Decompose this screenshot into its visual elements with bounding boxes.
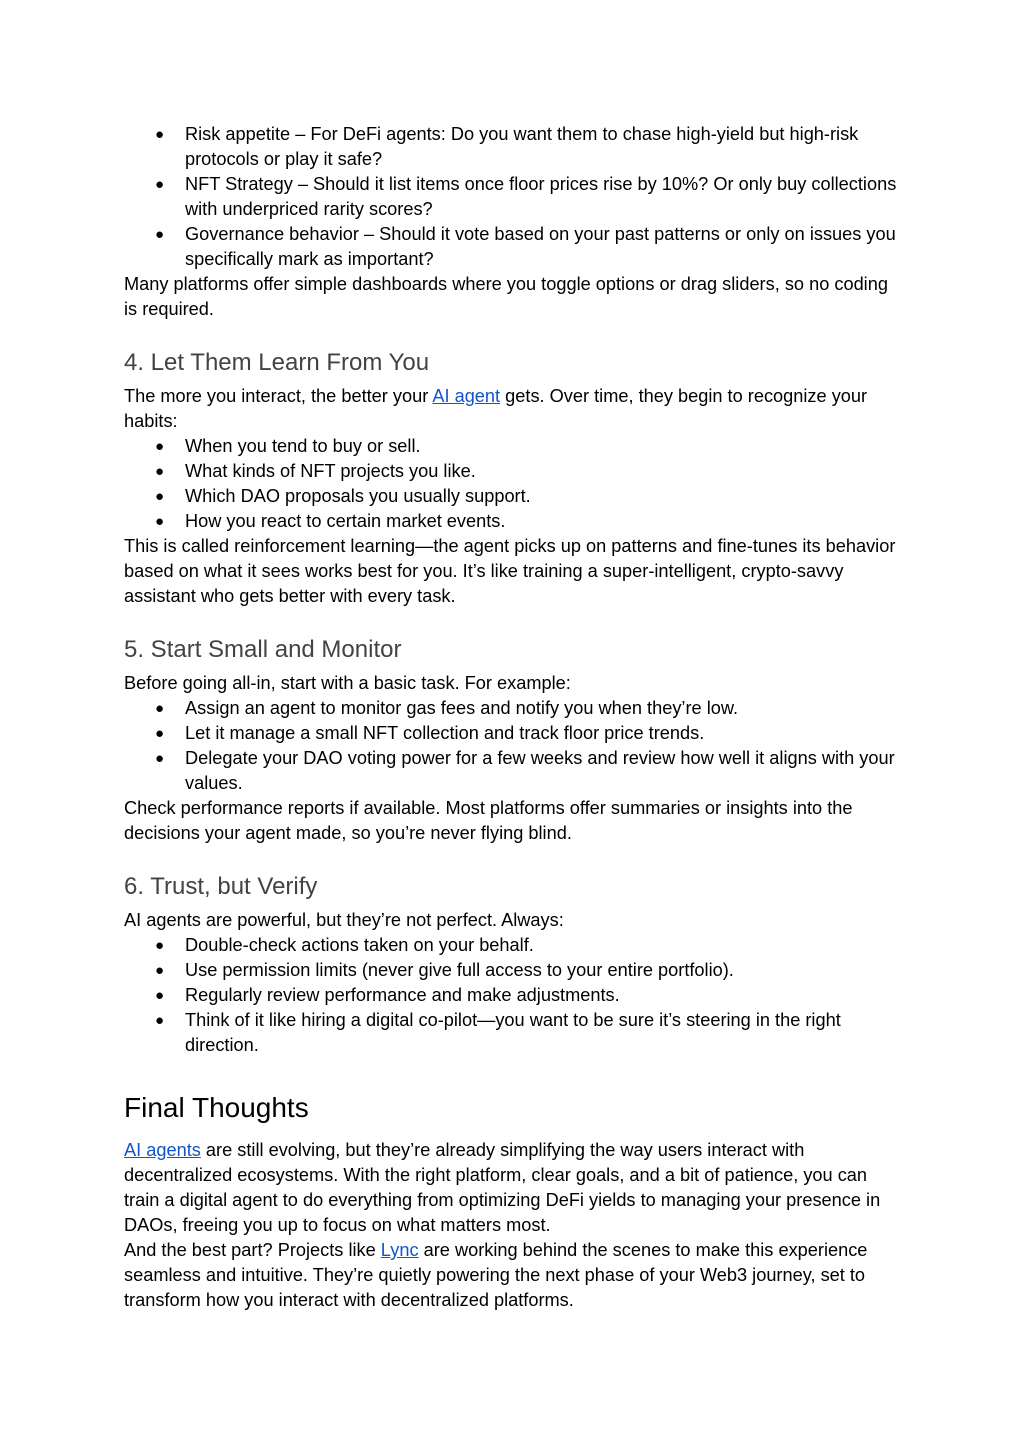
section4-paragraph: [124, 384, 904, 434]
bullet-icon: ●: [155, 725, 165, 742]
section4-text-after: gets. Over time, they begin to recognize your habits:: [124, 386, 868, 431]
intro-bullet-list: [124, 122, 904, 272]
bullet-icon: ●: [155, 1012, 165, 1029]
ai-agent-link[interactable]: AI agent: [432, 386, 501, 406]
list-item-text: Let it manage a small NFT collection and track floor price trends.: [185, 723, 705, 743]
list-item-text: Delegate your DAO voting power for a few weeks and review how well it aligns with your values.: [185, 748, 895, 793]
section5-intro: Before going all-in, start with a basic task. For example:: [124, 673, 571, 693]
document-page: [124, 122, 904, 1313]
bullet-icon: ●: [155, 987, 165, 1004]
bullet-icon: ●: [155, 438, 165, 455]
bullet-icon: ●: [155, 463, 165, 480]
bullet-icon: ●: [155, 937, 165, 954]
bullet-icon: ●: [155, 488, 165, 505]
bullet-icon: ●: [155, 176, 165, 193]
section6-heading: 6. Trust, but Verify: [124, 873, 318, 900]
bullet-icon: ●: [155, 126, 165, 143]
list-item-text: Regularly review performance and make adjustments.: [185, 985, 620, 1005]
final-paragraph-2: [124, 1238, 904, 1313]
list-item: [124, 933, 904, 958]
section4-bullet-list: [124, 434, 904, 534]
section5-heading: 5. Start Small and Monitor: [124, 636, 402, 663]
list-item: [124, 958, 904, 983]
bullet-icon: ●: [155, 226, 165, 243]
list-item: [124, 1008, 904, 1058]
ai-agents-link[interactable]: AI agents: [124, 1140, 201, 1160]
bullet-icon: ●: [155, 962, 165, 979]
final-thoughts-heading: Final Thoughts: [124, 1092, 309, 1123]
list-item: [124, 721, 904, 746]
list-item-text: Assign an agent to monitor gas fees and notify you when they’re low.: [185, 698, 739, 718]
section4-heading: 4. Let Them Learn From You: [124, 349, 430, 376]
list-item: [124, 746, 904, 796]
list-item-text: When you tend to buy or sell.: [185, 436, 421, 456]
list-item: [124, 222, 904, 272]
list-item-text: Think of it like hiring a digital co-pilot—you want to be sure it’s steering in the right direction.: [185, 1010, 841, 1055]
section6-intro: AI agents are powerful, but they’re not perfect. Always:: [124, 910, 564, 930]
final-paragraph-2-before: And the best part? Projects like: [124, 1240, 381, 1260]
section6-bullet-list: [124, 933, 904, 1058]
final-paragraph-2-after: are working behind the scenes to make this experience seamless and intuitive. They’re quietly powering the next phase of your Web3 journey, set to transform how you interact with decentralized platforms.: [124, 1240, 868, 1310]
section4-closing: This is called reinforcement learning—the agent picks up on patterns and fine-tunes its behavior based on what it sees works best for you. It’s like training a super-intelligent, crypto-savvy assistant who gets better with every task.: [124, 536, 896, 606]
list-item-text: Use permission limits (never give full access to your entire portfolio).: [185, 960, 734, 980]
list-item-text: NFT Strategy – Should it list items once floor prices rise by 10%? Or only buy collections with underpriced rarity scores?: [185, 174, 897, 219]
list-item: [124, 484, 904, 509]
list-item: [124, 434, 904, 459]
list-item: [124, 122, 904, 172]
list-item: [124, 172, 904, 222]
section5-bullet-list: [124, 696, 904, 796]
list-item: [124, 509, 904, 534]
list-item: [124, 459, 904, 484]
list-item-text: How you react to certain market events.: [185, 511, 506, 531]
list-item-text: Which DAO proposals you usually support.: [185, 486, 531, 506]
bullet-icon: ●: [155, 700, 165, 717]
bullet-icon: ●: [155, 750, 165, 767]
list-item-text: Governance behavior – Should it vote based on your past patterns or only on issues you specifically mark as important?: [185, 224, 896, 269]
list-item: [124, 696, 904, 721]
lync-link[interactable]: Lync: [380, 1240, 419, 1260]
final-paragraph-1-text: are still evolving, but they’re already simplifying the way users interact with decentralized ecosystems. With the right platform, clear goals, and a bit of patience, you can train a digital agent to do everything from optimizing DeFi yields to managing your presence in DAOs, freeing you up to focus on what matters most.: [124, 1140, 881, 1235]
list-item-text: Double-check actions taken on your behalf.: [185, 935, 534, 955]
list-item: [124, 983, 904, 1008]
list-item-text: Risk appetite – For DeFi agents: Do you want them to chase high-yield but high-risk protocols or play it safe?: [185, 124, 859, 169]
intro-paragraph: Many platforms offer simple dashboards where you toggle options or drag sliders, so no coding is required.: [124, 274, 888, 319]
section5-closing: Check performance reports if available. Most platforms offer summaries or insights into the decisions your agent made, so you’re never flying blind.: [124, 798, 853, 843]
section4-text-before: The more you interact, the better your: [124, 386, 433, 406]
list-item-text: What kinds of NFT projects you like.: [185, 461, 476, 481]
final-paragraph-1: [124, 1138, 904, 1238]
bullet-icon: ●: [155, 513, 165, 530]
